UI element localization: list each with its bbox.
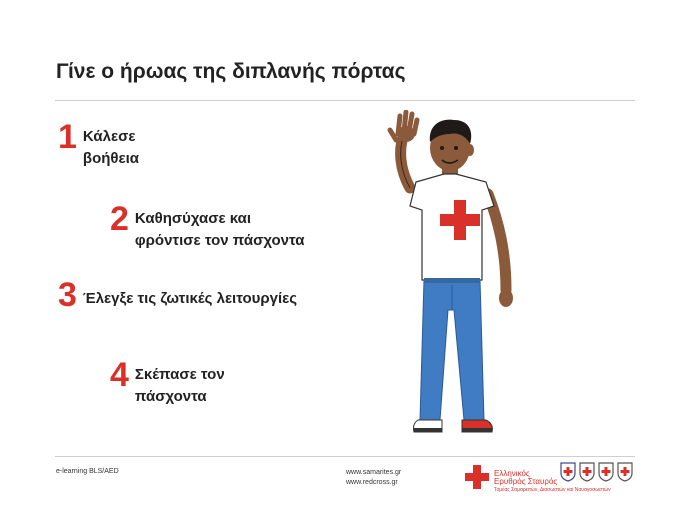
org-name-line: Ελληνικός (494, 469, 530, 478)
step-text (83, 120, 139, 170)
slide-title: Γίνε ο ήρωας της διπλανής πόρτας (56, 60, 406, 83)
red-cross-logo-icon (464, 464, 490, 490)
step-3 (58, 278, 297, 312)
org-name-line: Ερυθρός Σταυρός (494, 477, 558, 486)
org-badges (560, 462, 633, 482)
footer-links (346, 468, 401, 488)
org-subtitle: Τομέας Σαμαρειτών, Διασωστών και Ναυαγοσωστών (494, 487, 611, 493)
step-number: 1 (58, 118, 77, 156)
step-line: Έλεγξε τις ζωτικές λειτουργίες (82, 290, 298, 307)
waving-man-illustration (370, 110, 530, 450)
shield-badge-icon (598, 462, 614, 482)
step-number: 3 (58, 276, 77, 314)
step-line: πάσχοντα (134, 388, 207, 405)
step-line: Κάλεσε (82, 128, 136, 145)
shield-badge-icon (579, 462, 595, 482)
footer-divider (55, 456, 635, 457)
step-1 (58, 120, 139, 170)
shield-badge-icon (617, 462, 633, 482)
step-line: Σκέπασε τον (134, 366, 225, 383)
step-line: φρόντισε τον πάσχοντα (134, 232, 305, 249)
step-text (135, 202, 305, 252)
step-line: βοήθεια (82, 150, 140, 167)
step-text (83, 278, 297, 310)
step-line: Καθησύχασε και (134, 210, 252, 227)
step-number: 4 (110, 356, 129, 394)
step-number: 2 (110, 200, 129, 238)
footer-link[interactable]: www.redcross.gr (346, 479, 398, 486)
step-4 (110, 358, 225, 408)
title-divider (55, 100, 635, 101)
step-text (135, 358, 225, 408)
step-2 (110, 202, 304, 252)
footer-link[interactable]: www.samarites.gr (346, 469, 402, 476)
footer-course: e-learning BLS/AED (56, 468, 119, 475)
shield-badge-icon (560, 462, 576, 482)
